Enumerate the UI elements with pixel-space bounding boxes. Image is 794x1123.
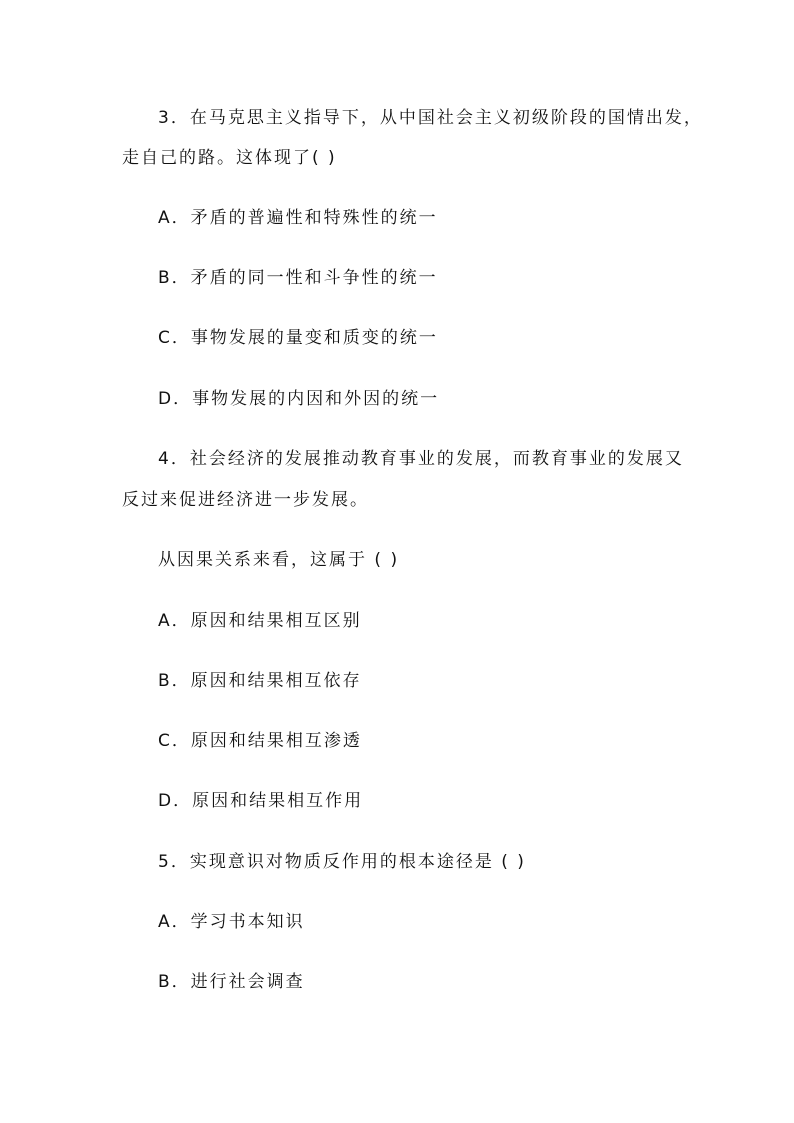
question-4-option-c: C．原因和结果相互渗透 [158, 731, 362, 751]
question-5-text-line-1: 5．实现意识对物质反作用的根本途径是 ( ) [158, 852, 526, 872]
question-3-text-line-2: 走自己的路。这体现了( ) [122, 148, 337, 168]
question-4-option-b: B．原因和结果相互依存 [158, 671, 362, 691]
question-4-option-d: D．原因和结果相互作用 [158, 791, 364, 811]
question-3-option-a: A．矛盾的普遍性和特殊性的统一 [158, 208, 438, 228]
question-4-text-line-2: 反过来促进经济进一步发展。 [122, 490, 369, 510]
question-4-option-a: A．原因和结果相互区别 [158, 611, 362, 631]
question-4-text-line-3: 从因果关系来看，这属于 ( ) [158, 550, 400, 570]
question-5-option-b: B．进行社会调查 [158, 972, 305, 992]
question-4-text-line-1: 4．社会经济的发展推动教育事业的发展，而教育事业的发展又 [158, 449, 684, 469]
question-3-option-b: B．矛盾的同一性和斗争性的统一 [158, 268, 438, 288]
question-3-text-line-1: 3．在马克思主义指导下，从中国社会主义初级阶段的国情出发， [158, 108, 703, 128]
question-3-option-c: C．事物发展的量变和质变的统一 [158, 328, 438, 348]
question-3-option-d: D．事物发展的内因和外因的统一 [158, 389, 440, 409]
question-5-option-a: A．学习书本知识 [158, 912, 305, 932]
